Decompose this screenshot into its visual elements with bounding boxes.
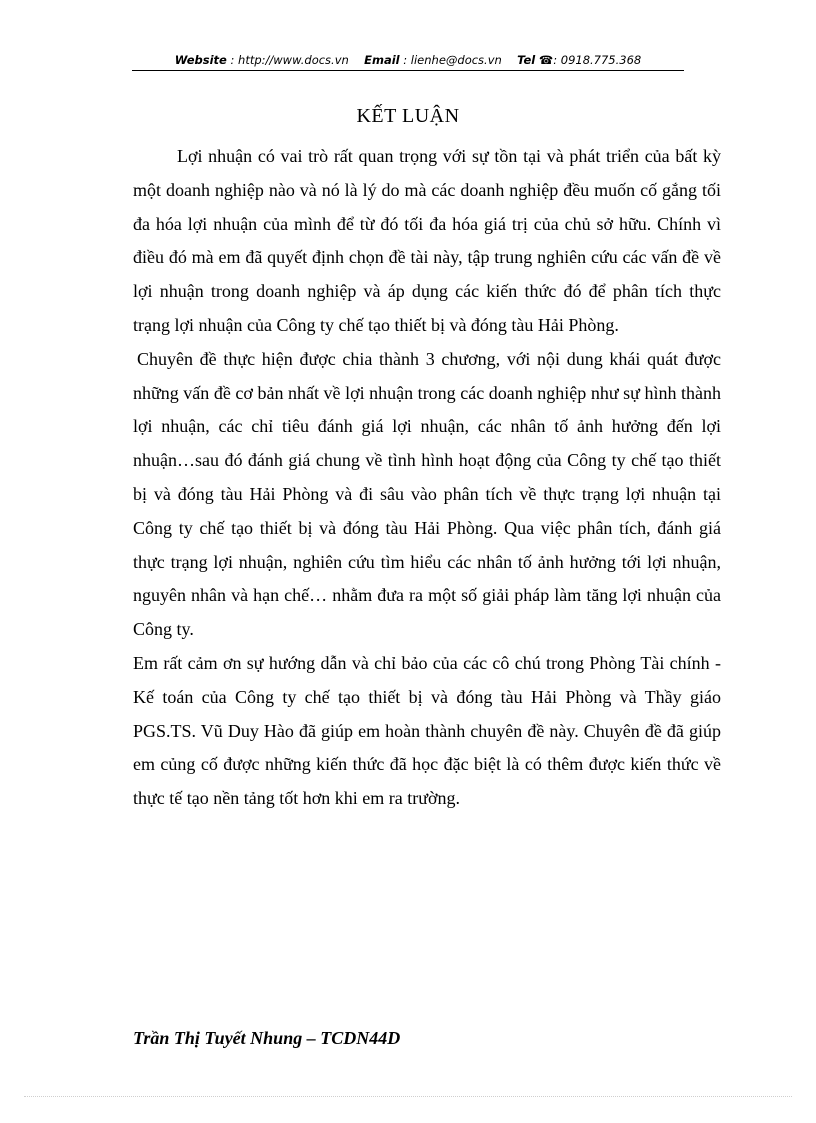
telephone-icon: ☎ (538, 53, 554, 67)
website-link[interactable]: : http://www.docs.vn (230, 53, 349, 67)
document-body (133, 140, 721, 816)
page-title: KẾT LUẬN (356, 105, 460, 127)
tel-label: Tel (517, 53, 536, 67)
paragraph-3: Em rất cảm ơn sự hướng dẫn và chỉ bảo của các cô chú trong Phòng Tài chính - Kế toán của Công ty chế tạo thiết bị và đóng tàu Hải Phòng và Thầy giáo PGS.TS. Vũ Duy Hào đã giúp em hoàn thành chuyên đề này. Chuyên đề đã giúp em củng cố được những kiến thức đã học đặc biệt là có thêm được kiến thức về thực tế tạo nền tảng tốt hơn khi em ra trường. (133, 652, 721, 809)
tel-value: : 0918.775.368 (553, 53, 642, 67)
website-label: Website (174, 53, 227, 67)
paragraph-1: Lợi nhuận có vai trò rất quan trọng với sự tồn tại và phát triển của bất kỳ một doanh nghiệp nào và nó là lý do mà các doanh nghiệp đều muốn cố gắng tối đa hóa lợi nhuận của mình để từ đó tối đa hóa giá trị của chủ sở hữu. Chính vì điều đó mà em đã quyết định chọn đề tài này, tập trung nghiên cứu các vấn đề về lợi nhuận trong doanh nghiệp và áp dụng các kiến thức đó để phân tích thực trạng lợi nhuận của Công ty chế tạo thiết bị và đóng tàu Hải Phòng. (133, 146, 721, 335)
paragraph-2: Chuyên đề thực hiện được chia thành 3 chương, với nội dung khái quát được những vấn đề cơ bản nhất về lợi nhuận trong các doanh nghiệp như sự hình thành lợi nhuận, các chỉ tiêu đánh giá lợi nhuận, các nhân tố ảnh hưởng đến lợi nhuận…sau đó đánh giá chung về tình hình hoạt động của Công ty chế tạo thiết bị và đóng tàu Hải Phòng và đi sâu vào phân tích về thực trạng lợi nhuận tại Công ty chế tạo thiết bị và đóng tàu Hải Phòng. Qua việc phân tích, đánh giá thực trạng lợi nhuận, nghiên cứu tìm hiểu các nhân tố ảnh hưởng tới lợi nhuận, nguyên nhân và hạn chế… nhằm đưa ra một số giải pháp làm tăng lợi nhuận của Công ty. (133, 348, 721, 640)
page-header (0, 52, 816, 68)
email-link[interactable]: : lienhe@docs.vn (403, 53, 502, 67)
footer-divider (24, 1096, 792, 1097)
email-label: Email (364, 53, 400, 67)
footer-author: Trần Thị Tuyết Nhung – TCDN44D (133, 1028, 401, 1048)
header-divider (132, 70, 684, 71)
